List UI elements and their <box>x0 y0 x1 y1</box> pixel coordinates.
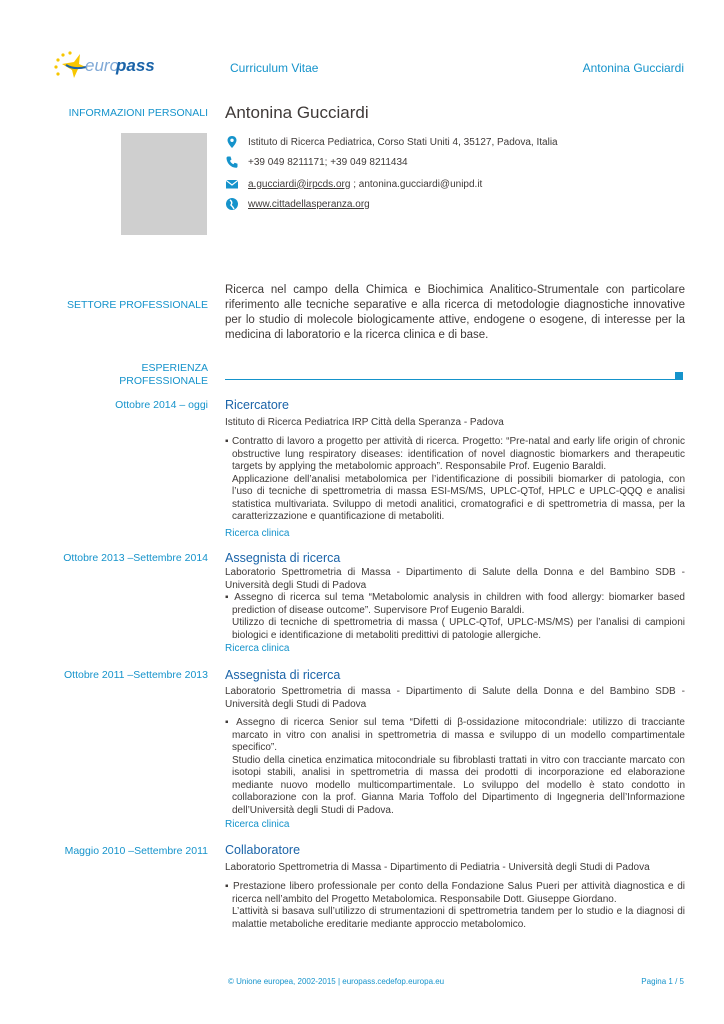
location-icon <box>225 135 239 149</box>
job-dates: Ottobre 2013 –Settembre 2014 <box>63 552 208 564</box>
experience-label-line2: PROFESSIONALE <box>119 375 208 387</box>
sector-text: Ricerca nel campo della Chimica e Biochimica Analitico-Strumentale con particolare riferimento alle tecniche separative e alla ricerca di metodologie diagnostiche innovative per lo studio di molecole biologicamente attive, endogene o esogene, di interesse per la medicina di laboratorio e la ricerca clinica e di base. <box>225 284 685 341</box>
website-icon <box>225 197 239 211</box>
job-dates: Ottobre 2014 – oggi <box>115 399 208 411</box>
header-person-name: Antonina Gucciardi <box>582 61 684 75</box>
job-employer: Istituto di Ricerca Pediatrica IRP Città della Speranza - Padova <box>225 417 504 428</box>
personal-info-label: INFORMAZIONI PERSONALI <box>68 107 208 119</box>
job-bullet: ▪ Prestazione libero professionale per conto della Fondazione Salus Pueri per attività diagnostica e di ricerca nell’ambito del Progetto Metabolomica. Responsabile Dott. Giuseppe Giordano. <box>225 881 685 905</box>
job-description <box>225 881 685 931</box>
job-dates: Ottobre 2011 –Settembre 2013 <box>64 669 208 681</box>
job-title: Assegnista di ricerca <box>225 551 341 565</box>
photo-placeholder <box>121 133 207 235</box>
europass-logo <box>52 50 155 82</box>
website-row <box>225 197 370 211</box>
job-dates: Maggio 2010 –Settembre 2011 <box>64 845 208 857</box>
job-continuation: Studio della cinetica enzimatica mitocondriale su fibroblasti trattati in vitro con tracciante marcato con isotopi stabili, analisi in spettrometria di massa dei prodotti di incorporazione ed elaborazione mediante nuovo modello multicompartimentale. Lo sviluppo del modello è stato condotto in collaborazione con la prof. Gianna Maria Toffolo del Dipartimento di Ingegneria dell’Informazione dell’Università degli Studi di Padova. <box>232 754 685 816</box>
job-sector: Ricerca clinica <box>225 819 290 830</box>
sector-label: SETTORE PROFESSIONALE <box>66 299 208 311</box>
job-employer: Laboratorio Spettrometria di Massa - Dipartimento di Pediatria - Università degli Studi di Padova <box>225 862 650 873</box>
job-employer: Laboratorio Spettrometria di Massa - Dipartimento di Salute della Donna e del Bambino SDB - Università degli Studi di Padova <box>225 567 685 591</box>
website-link[interactable]: www.cittadellasperanza.org <box>248 198 370 210</box>
address-row <box>225 135 558 149</box>
job-continuation: L’attività si basava sull’utilizzo di strumentazioni di spettrometria tandem per lo studio e la diagnosi di malattie metaboliche ereditarie mediante approccio metabolomico. <box>232 906 685 930</box>
logo-euro-text: euro <box>85 56 120 75</box>
doc-title: Curriculum Vitae <box>230 61 319 75</box>
footer-page-number: Pagina 1 / 5 <box>641 977 684 986</box>
job-sector: Ricerca clinica <box>225 643 290 654</box>
job-title: Ricercatore <box>225 398 289 412</box>
email-link-1[interactable]: a.gucciardi@irpcds.org <box>248 178 351 190</box>
job-description <box>225 436 685 524</box>
footer-copyright: © Unione europea, 2002-2015 | europass.cedefop.europa.eu <box>228 977 445 986</box>
job-title: Collaboratore <box>225 843 301 857</box>
job-description <box>225 717 685 817</box>
email-icon <box>225 177 239 191</box>
job-sector: Ricerca clinica <box>225 528 290 539</box>
phone-icon <box>225 155 239 169</box>
experience-label-line1: ESPERIENZA <box>141 362 208 374</box>
job-continuation: Applicazione dell’analisi metabolomica per l’identificazione di possibili biomarker di patologia, con l’uso di tecniche di spettrometria di massa ESI-MS/MS, UPLC-QTof, HPLC e UPLC-QQQ e analisi statistica multivariata. Sviluppo di metodi analitici, cromatografici e di spettrometria di massa, per la caratterizzazione e quantificazione di metaboliti. <box>232 473 685 522</box>
phone-text: +39 049 8211171; +39 049 8211434 <box>248 156 408 168</box>
section-divider-line <box>225 379 679 380</box>
email-text-2: ; antonina.gucciardi@unipd.it <box>350 178 483 190</box>
job-title: Assegnista di ricerca <box>225 668 341 682</box>
job-bullet: ▪ Assegno di ricerca Senior sul tema “Difetti di β-ossidazione mitocondriale: utilizzo di tracciante marcato in vitro con analisi in spettrometria di massa e sviluppo di un modello compartimentale specifico”. <box>225 717 685 753</box>
email-row <box>225 177 482 191</box>
address-text: Istituto di Ricerca Pediatrica, Corso Stati Uniti 4, 35127, Padova, Italia <box>248 136 558 148</box>
section-divider-square <box>675 372 683 380</box>
experience-label <box>119 362 208 388</box>
phone-row <box>225 155 408 169</box>
job-continuation: Utilizzo di tecniche di spettrometria di massa ( UPLC-QTof, UPLC-MS/MS) per l’analisi di campioni biologici e identificazione di metaboliti predittivi di patologie allergiche. <box>232 617 685 641</box>
logo-pass-text: pass <box>116 56 155 75</box>
job-bullet: ▪ Contratto di lavoro a progetto per attività di ricerca. Progetto: “Pre-natal and early life origin of chronic obstructive lung respiratory diseases: identification of novel diagnostic biomarkers and therapeutic targets by applying the metabolomic approach”. Responsabile Prof. Eugenio Baraldi. <box>225 436 685 472</box>
job-description <box>225 592 685 642</box>
job-employer: Laboratorio Spettrometria di massa - Dipartimento di Salute della Donna e del Bambino SDB - Università degli Studi di Padova <box>225 686 685 710</box>
person-name: Antonina Gucciardi <box>225 103 369 122</box>
job-bullet: ▪ Assegno di ricerca sul tema “Metabolomic analysis in children with food allergy: biomarker based prediction of disease outcome”. Supervisore Prof Eugenio Baraldi. <box>225 592 685 616</box>
